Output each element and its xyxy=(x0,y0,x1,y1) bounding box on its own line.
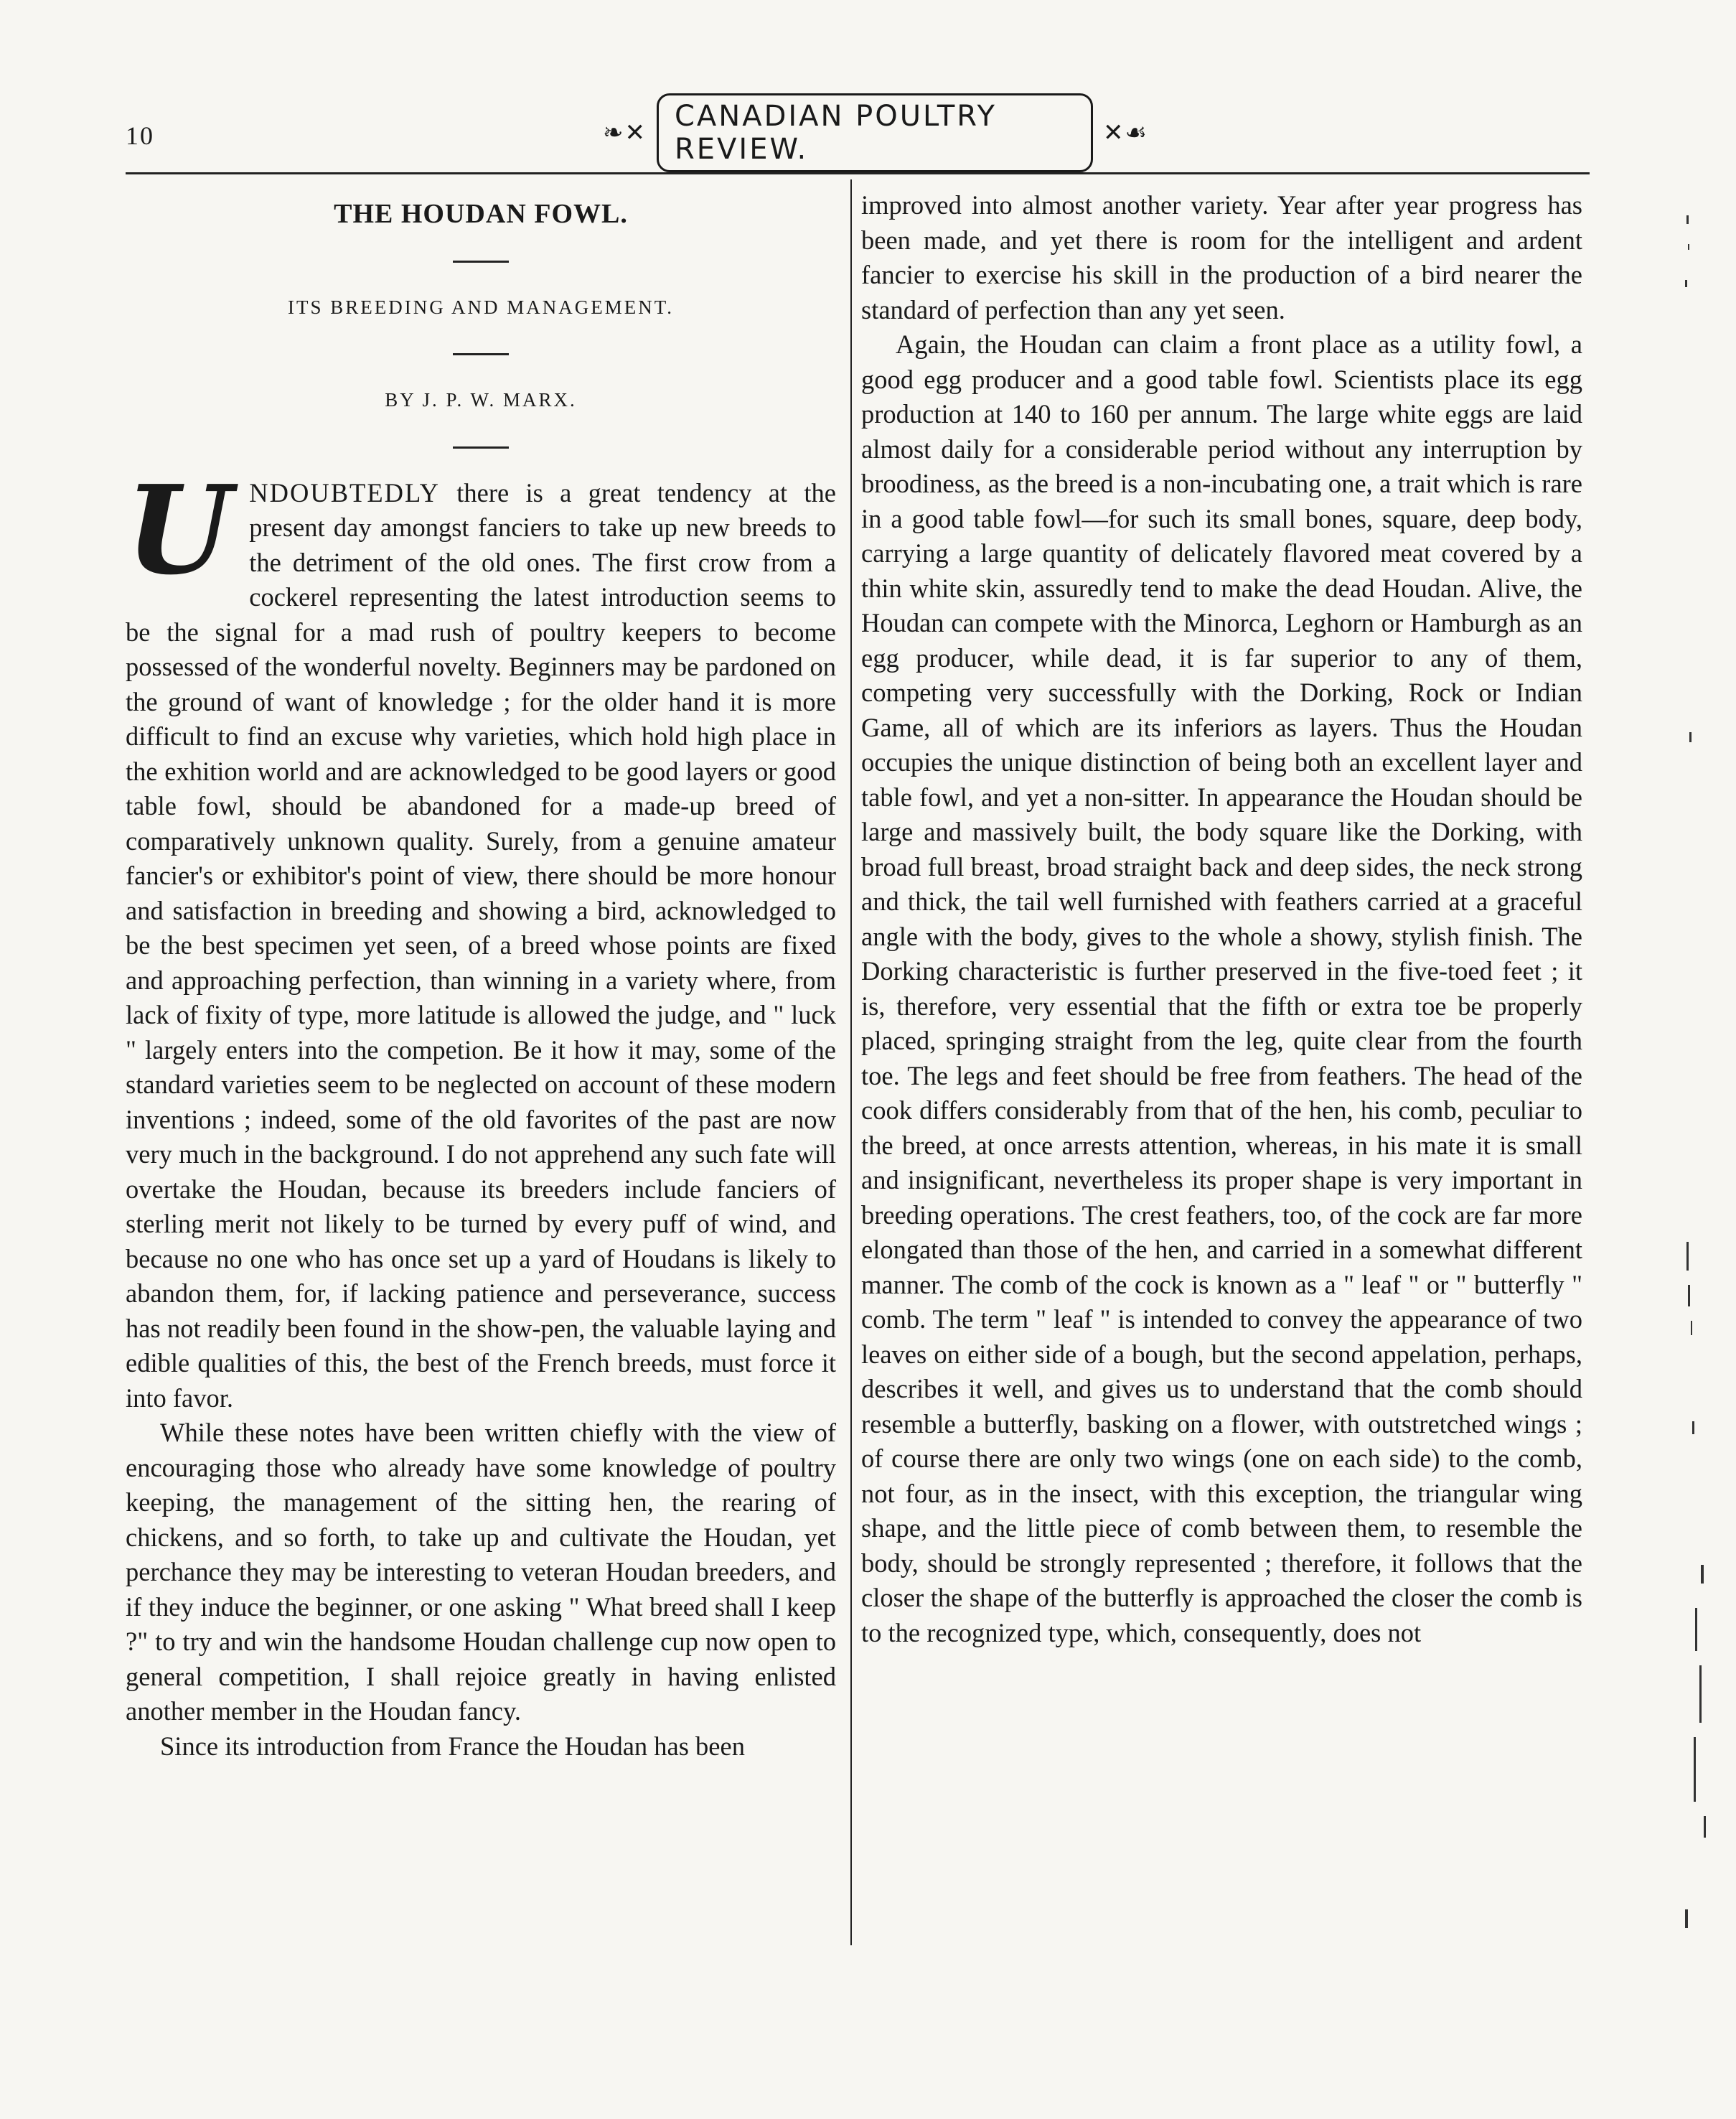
article-byline: BY J. P. W. MARX. xyxy=(385,389,577,411)
lead-word: NDOUBTEDLY xyxy=(249,477,440,507)
drop-cap: U xyxy=(126,458,233,602)
ornament-left: ❧✕ xyxy=(603,120,647,146)
scan-margin-marks xyxy=(1679,201,1730,1952)
page-number: 10 xyxy=(126,121,154,150)
paragraph: While these notes have been written chiefly with the view of encouraging those who already have some knowledge of poultry keeping, the management of the sitting hen, the rearing of chickens, and so forth, to take up and cultivate the Houdan, yet perchance they may be interesting to veteran Houdan breeders, and if they induce the beginner, or one asking " What breed shall I keep ?" to try and win the handsome Houdan challenge cup now open to general competition, I shall rejoice greatly in having enlisted another member in the Houdan fancy. xyxy=(126,1418,836,1726)
paragraph: Again, the Houdan can claim a front place as a utility fowl, a good egg producer and a good table fowl. Scientists place its egg production at 140 to 160 per annum. The large white eggs are laid almost daily for a considerable period without any interruption by broodiness, as the breed is a non-incubating one, a trait which is rare in a good table fowl—for such its small bones, square, deep body, carrying a large quantity of delicately flavored meat covered by a thin white skin, assuredly tend to make the dead Houdan. Alive, the Houdan can compete with the Minorca, Leghorn or Hamburgh as an egg producer, while dead, it is far superior to any of them, competing very successfully with the Dorking, Rock or Indian Game, all of which are its inferiors as layers. Thus the Houdan occupies the unique distinction of being both an excellent layer and table fowl, and yet a non-sitter. In appearance the Houdan should be large and massively built, the body square like the Dorking, with broad full breast, broad straight back and deep sides, the neck strong and thick, the tail well furnished with feathers carried at a graceful angle with the body, gives to the whole a showy, stylish finish. The Dorking characteristic is further preserved in the five-toed feet ; it is, therefore, very essential that the fifth or extra toe be properly placed, springing straight from the leg, quite clear from the fourth toe. The legs and feet should be free from feathers. The head of the cook differs considerably from that of the hen, his comb, peculiar to the breed, at once arrests attention, whereas, in his mate it is small and insignificant, nevertheless its proper shape is very important in breeding operations. The crest feathers, too, of the cock are far more elongated than those of the hen, and carried in a somewhat different manner. The comb of the cock is known as a " leaf " or " butterfly " comb. The term " leaf " is intended to convey the appearance of two leaves on either side of a bough, but the second appelation, perhaps, describes it well, and gives us to understand that the comb should resemble a butterfly, basking on a flower, with outstretched wings ; of course there are only two wings (one on each side) to the comb, not four, as in the insect, with this exception, the triangular wing shape, and the little piece of comb between them, to resemble the body, should be strongly represented ; therefore, it follows that the closer the shape of the butterfly is approached the closer the comb is to the recognized type, which, consequently, does not xyxy=(861,329,1582,1647)
paragraph xyxy=(126,458,836,1416)
masthead-title: CANADIAN POULTRY REVIEW. xyxy=(657,93,1093,172)
article-subtitle: ITS BREEDING AND MANAGEMENT. xyxy=(288,296,674,318)
left-column xyxy=(126,188,836,1764)
ornament-right: ✕☙ xyxy=(1103,120,1148,146)
masthead xyxy=(603,100,1148,166)
paragraph: improved into almost another variety. Year after year progress has been made, and yet there is room for the intelligent and ardent fancier to exercise his skill in the production of a bird nearer the standard of perfection than any yet seen. xyxy=(861,190,1582,324)
paragraph: Since its introduction from France the Houdan has been xyxy=(160,1731,745,1761)
title-divider xyxy=(453,261,509,263)
article-title: THE HOUDAN FOWL. xyxy=(334,199,628,229)
header-rule xyxy=(126,172,1590,174)
byline-divider xyxy=(453,446,509,449)
column-divider xyxy=(850,179,852,1945)
paragraph-text: there is a great tendency at the present day amongst fanciers to take up new breeds to the detriment of the old ones. The first crow from a cockerel representing the latest introduction seems to be the signal for a mad rush of poultry keepers to become possessed of the wonderful novelty. Beginners may be pardoned on the ground of want of knowledge ; for the older hand it is more difficult to find an excuse why varieties, which hold high place in the exhition world and are acknowledged to be good layers or good table fowl, should be abandoned for a made-up breed of comparatively unknown quality. Surely, from a genuine amateur fancier's or exhibitor's point of view, there should be more honour and satisfaction in breeding and showing a bird, acknowledged to be the best specimen yet seen, of a breed whose points are fixed and approaching perfection, than winning in a variety where, from lack of fixity of type, more latitude is allowed the judge, and " luck " largely enters into the competion. Be it how it may, some of the standard varieties seem to be neglected on account of these modern inventions ; indeed, some of the old favorites of the past are now very much in the background. I do not apprehend any such fate will overtake the Houdan, because its breeders include fanciers of sterling merit not likely to be turned by every puff of wind, and because no one who has once set up a yard of Houdans is likely to abandon them, for, if lacking patience and perseverance, success has not readily been found in the show-pen, the valuable laying and edible qualities of this, the best of the French breeds, must force it into favor. xyxy=(126,477,836,1413)
right-column xyxy=(861,188,1582,1650)
subtitle-divider xyxy=(453,353,509,355)
